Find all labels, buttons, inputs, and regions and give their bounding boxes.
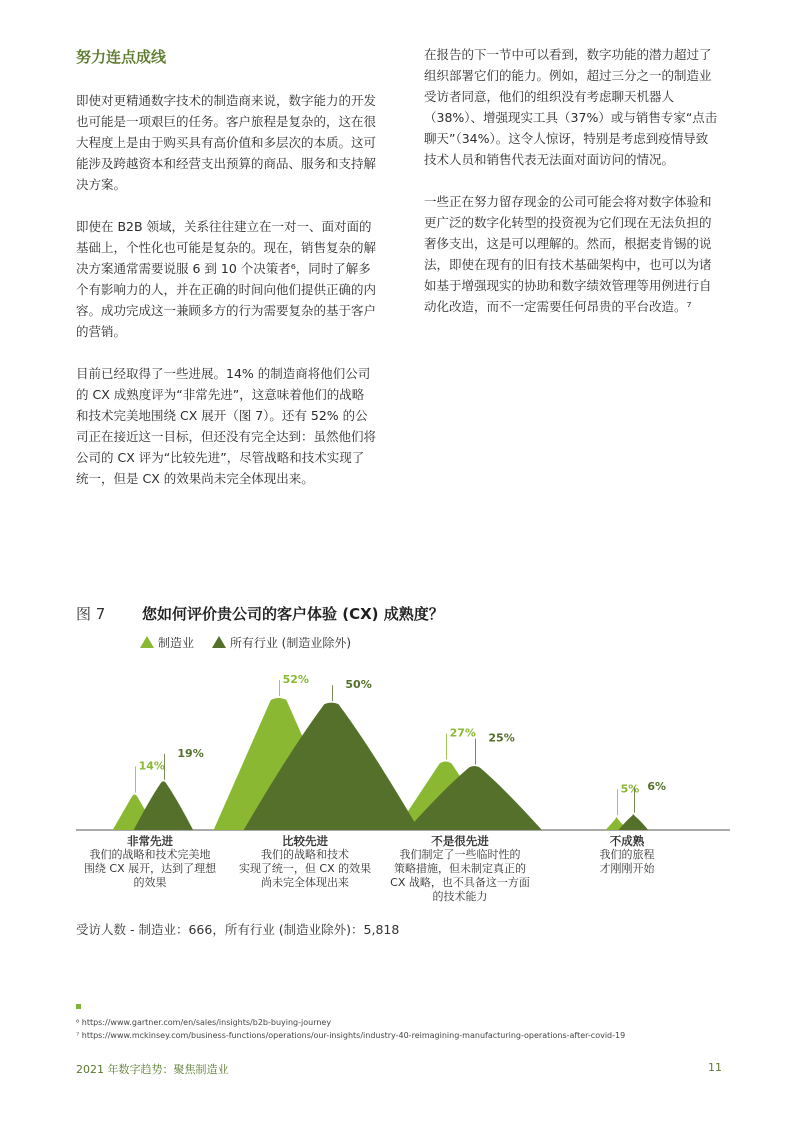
cx-maturity-chart xyxy=(60,655,740,835)
footer-title: 2021 年数字趋势：聚焦制造业 xyxy=(76,1063,229,1076)
data-label: 5% xyxy=(620,782,640,796)
legend-item-all-industries xyxy=(212,634,351,651)
category-name: 不成熟 xyxy=(609,834,645,848)
category-name: 比较先进 xyxy=(282,834,328,848)
left-column xyxy=(76,90,376,510)
triangle-icon xyxy=(140,636,154,648)
data-label: 19% xyxy=(177,746,204,760)
data-label: 52% xyxy=(282,673,309,686)
category-description: 我们的战略和技术完美地 围绕 CX 展开，达到了理想 的效果 xyxy=(83,848,217,889)
right-column xyxy=(424,44,720,338)
category-description: 我们的战略和技术 实现了统一，但 CX 的效果 尚未完全体现出来 xyxy=(238,848,372,889)
category-description: 我们的旅程 才刚刚开始 xyxy=(599,848,655,875)
category-name: 非常先进 xyxy=(127,834,173,848)
legend-label: 制造业 xyxy=(158,636,195,650)
page-number: 11 xyxy=(708,1061,722,1074)
data-label: 6% xyxy=(647,779,667,793)
category-label xyxy=(65,834,235,890)
data-label: 27% xyxy=(449,726,476,740)
figure-title: 您如何评价贵公司的客户体验 (CX) 成熟度？ xyxy=(142,605,444,623)
category-label xyxy=(375,834,545,904)
respondents-note: 受访人数 - 制造业：666，所有行业 (制造业除外)：5,818 xyxy=(76,922,400,937)
triangle-icon xyxy=(212,636,226,648)
figure-header xyxy=(76,603,726,625)
paragraph: 即使对更精通数字技术的制造商来说，数字能力的开发也可能是一项艰巨的任务。客户旅程是复杂的，这在很大程度上是由于购买具有高价值和多层次的本质。这可能涉及跨越资本和经营支出预算的商品、服务和支持解决方案。 xyxy=(76,93,377,192)
category-label xyxy=(542,834,712,876)
paragraph: 在报告的下一节中可以看到，数字功能的潜力超过了组织部署它们的能力。例如，超过三分之一的制造业受访者同意，他们的组织没有考虑聊天机器人（38%）、增强现实工具（37%）或与销售专家“点击聊天”（34%）。这令人惊讶，特别是考虑到疫情导致技术人员和销售代表无法面对面访问的情况。 xyxy=(424,47,718,167)
data-label: 25% xyxy=(488,731,515,745)
footnote: ⁷ https://www.mckinsey.com/business-functions/operations/our-insights/industry-40-reimagining-manufacturing-operations-after-covid-19 xyxy=(76,1031,626,1040)
data-label: 50% xyxy=(345,678,372,692)
paragraph: 目前已经取得了一些进展。14% 的制造商将他们公司的 CX 成熟度评为“非常先进”，这意味着他们的战略和技术完美地围绕 CX 展开（图 7）。还有 52% 的公司正在接近这一目标，但还没有完全达到：虽然他们将公司的 CX 评为“比较先进”，尽管战略和技术实现了统一，但是 CX 的效果尚未完全体现出来。 xyxy=(76,366,377,486)
footnote: ⁶ https://www.gartner.com/en/sales/insights/b2b-buying-journey xyxy=(76,1018,332,1027)
legend-item-manufacturing xyxy=(140,634,194,651)
paragraph: 即使在 B2B 领域，关系往往建立在一对一、面对面的基础上，个性化也可能是复杂的。现在，销售复杂的解决方案通常需要说服 6 到 10 个决策者⁶，同时了解多个有影响力的人，并在正确的时间向他们提供正确的内容。成功完成这一兼顾多方的行为需要复杂的基于客户的营销。 xyxy=(76,219,377,339)
paragraph: 一些正在努力留存现金的公司可能会将对数字体验和更广泛的数字化转型的投资视为它们现在无法负担的奢侈支出，这是可以理解的。然而，根据麦肯锡的说法，即使在现有的旧有技术基础架构中，也可以为诸如基于增强现实的协助和数字绩效管理等用例进行自动化改造，而不一定需要任何昂贵的平台改造。⁷ xyxy=(424,194,712,314)
figure-number: 图 7 xyxy=(76,605,106,623)
chart-peak-all-industries xyxy=(134,781,193,830)
category-label xyxy=(220,834,390,890)
legend-label: 所有行业 (制造业除外) xyxy=(229,636,352,650)
category-description: 我们制定了一些临时性的 策略措施，但未制定真正的 CX 战略，也不具备这一方面 的技术能力 xyxy=(390,848,530,903)
data-label: 14% xyxy=(138,759,165,773)
chart-legend xyxy=(140,634,365,652)
footnote-marker xyxy=(76,1004,81,1009)
chart-peak-all-industries xyxy=(619,814,649,830)
category-name: 不是很先进 xyxy=(431,834,489,848)
section-title: 努力连点成线 xyxy=(76,48,167,66)
